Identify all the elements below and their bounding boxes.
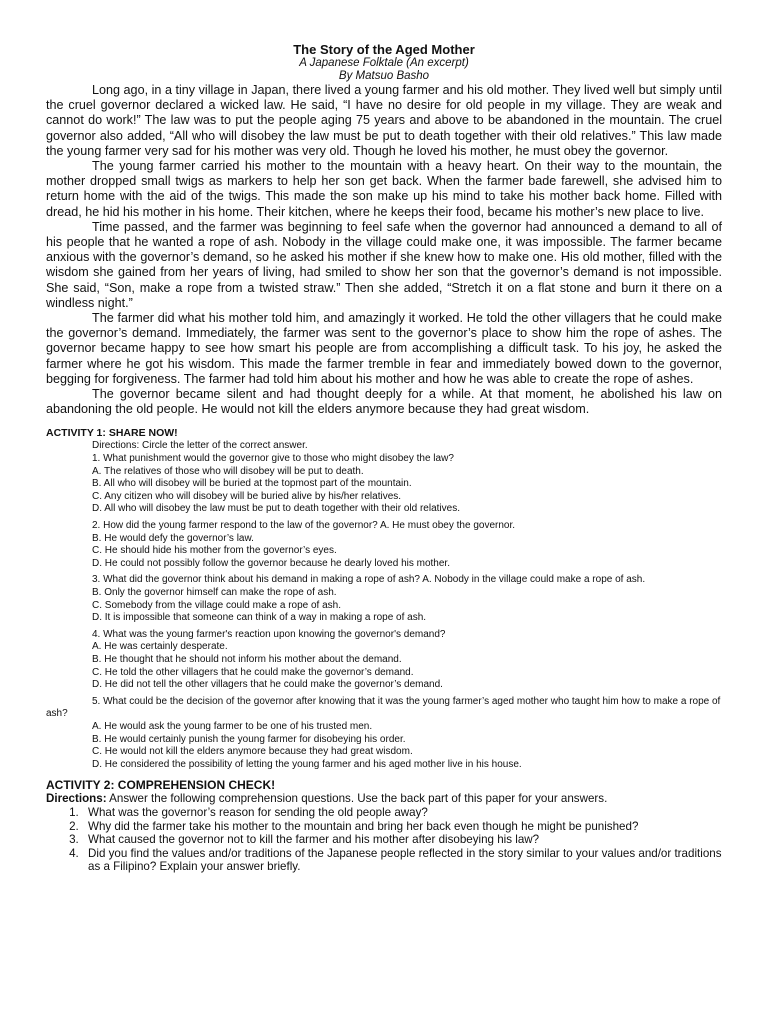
option: B. Only the governor himself can make the rope of ash. (92, 587, 337, 598)
option: C. Somebody from the village could make a rope of ash. (92, 599, 342, 611)
option: B. All who will disobey will be buried at the topmost part of the mountain. (92, 478, 412, 490)
option: A. The relatives of those who will disobey will be put to death. (92, 465, 364, 477)
option: C. He would not kill the elders anymore because they had great wisdom. (92, 746, 413, 758)
story-paragraph-4: The farmer did what his mother told him, and amazingly it worked. He told the other villagers that he could make the governor’s demand. Immediately, the farmer was sent to the governor’s place to show him the rope of ashes. The governor became happy to see how smart his people are from accomplishing a difficult task. To his joy, he asked the farmer where he got his wisdom. This made the farmer tremble in fear and immediately bowed down to the governor, begging for forgiveness. The farmer had told him about his mother and how he was able to create the rope of ashes. (46, 311, 722, 386)
comprehension-questions (46, 806, 722, 874)
story-paragraph-2: The young farmer carried his mother to the mountain with a heavy heart. On their way to the mountain, the mother dropped small twigs as markers to help her son get back. When the farmer bade farewell, she advised him to return home with the aid of the twigs. This made the son make up his mind to take his mother back home. Filled with dread, he hid his mother in his home. Their kitchen, where he keeps their food, became his mother’s new place to live. (46, 159, 722, 219)
comprehension-question: 3. What caused the governor not to kill the farmer and his mother after disobeying his law? (82, 833, 722, 847)
comprehension-question: 2. Why did the farmer take his mother to the mountain and bring her back even though he might be punished? (82, 820, 722, 834)
comprehension-question: 1. What was the governor’s reason for sending the old people away? (82, 806, 722, 820)
question-1-text: 1. What punishment would the governor give to those who might disobey the law? (92, 453, 454, 465)
option: D. All who will disobey the law must be put to death together with their old relatives. (92, 503, 460, 515)
question-4-text: 4. What was the young farmer's reaction upon knowing the governor's demand? (92, 628, 446, 640)
option: D. He could not possibly follow the governor because he dearly loved his mother. (92, 557, 450, 569)
question-3-options (46, 587, 722, 625)
directions-text: Answer the following comprehension questions. Use the back part of this paper for your answers. (106, 792, 608, 806)
activity-1-heading: ACTIVITY 1: SHARE NOW! (46, 427, 178, 440)
option: A. He was certainly desperate. (92, 641, 228, 653)
story-subtitle: A Japanese Folktale (An excerpt) (299, 57, 469, 69)
activity-2 (46, 792, 722, 874)
activity-1 (46, 440, 722, 771)
directions-label: Directions: (46, 792, 107, 806)
worksheet-page (46, 42, 722, 874)
option: A. He would ask the young farmer to be one of his trusted men. (92, 720, 373, 732)
option: D. He considered the possibility of letting the young farmer and his aged mother live in his house. (92, 758, 522, 770)
option: C. He told the other villagers that he could make the governor’s demand. (92, 666, 414, 678)
story-paragraph-1: Long ago, in a tiny village in Japan, there lived a young farmer and his old mother. They lived well but simply until the cruel governor declared a wicked law. He said, “I have no desire for old people in my village. They are weak and cannot do work!” The law was to put the people aging 75 years and above to be abandoned in the mountain. The cruel governor also added, “All who will disobey the law must be put to death together with their old relatives.” This law made the young farmer very sad for his mother was very old. Though he loved his mother, he must obey the governor. (46, 83, 722, 158)
option: C. Any citizen who will disobey will be buried alive by his/her relatives. (92, 490, 402, 502)
question-2-text: 2. How did the young farmer respond to the law of the governor? A. He must obey the governor. (92, 520, 516, 532)
story-title: The Story of the Aged Mother (293, 42, 475, 57)
question-5-text: 5. What could be the decision of the governor after knowing that it was the young farmer’s aged mother who taught him how to make a rope of ash? (46, 695, 721, 720)
activity-2-directions (46, 792, 722, 806)
question-2 (46, 520, 722, 570)
option: D. He did not tell the other villagers that he could make the governor’s demand. (92, 679, 443, 691)
comprehension-question: 4. Did you find the values and/or traditions of the Japanese people reflected in the story similar to your values and/or traditions as a Filipino? Explain your answer briefly. (82, 847, 722, 874)
question-1 (46, 453, 722, 516)
activity-2-heading: ACTIVITY 2: COMPREHENSION CHECK! (46, 778, 276, 793)
option: B. He would certainly punish the young farmer for disobeying his order. (92, 733, 406, 745)
question-4 (46, 629, 722, 692)
question-3-text: 3. What did the governor think about his demand in making a rope of ash? A. Nobody in the village could make a rope of ash. (92, 574, 646, 586)
option: B. He thought that he should not inform his mother about the demand. (92, 653, 402, 665)
story-paragraph-3: Time passed, and the farmer was beginning to feel safe when the governor had announced a demand to all of his people that he wanted a rope of ash. Nobody in the village could make one, it was impossible. The farmer became anxious with the governor’s demand, so he asked his mother if she knew how to make one. His old mother, filled with the wisdom she gained from her years of living, had smiled to show her son that the governor’s demand is not impossible. She said, “Son, make a rope from a twisted straw.” Then she added, “Stretch it on a flat stone and burn it there on a windless night.” (46, 219, 722, 310)
question-5-options (46, 721, 722, 771)
story-paragraph-5: The governor became silent and had thought deeply for a while. At that moment, he abolished his law on abandoning the old people. He would not kill the elders anymore because they had great wisdom. (46, 387, 722, 417)
option: D. It is impossible that someone can think of a way in making a rope of ash. (92, 612, 427, 624)
story-body (46, 83, 722, 417)
activity-1-directions: Directions: Circle the letter of the correct answer. (92, 440, 308, 452)
option: B. He would defy the governor’s law. (92, 532, 254, 544)
option: C. He should hide his mother from the governor’s eyes. (92, 545, 337, 557)
story-author: By Matsuo Basho (338, 70, 430, 82)
